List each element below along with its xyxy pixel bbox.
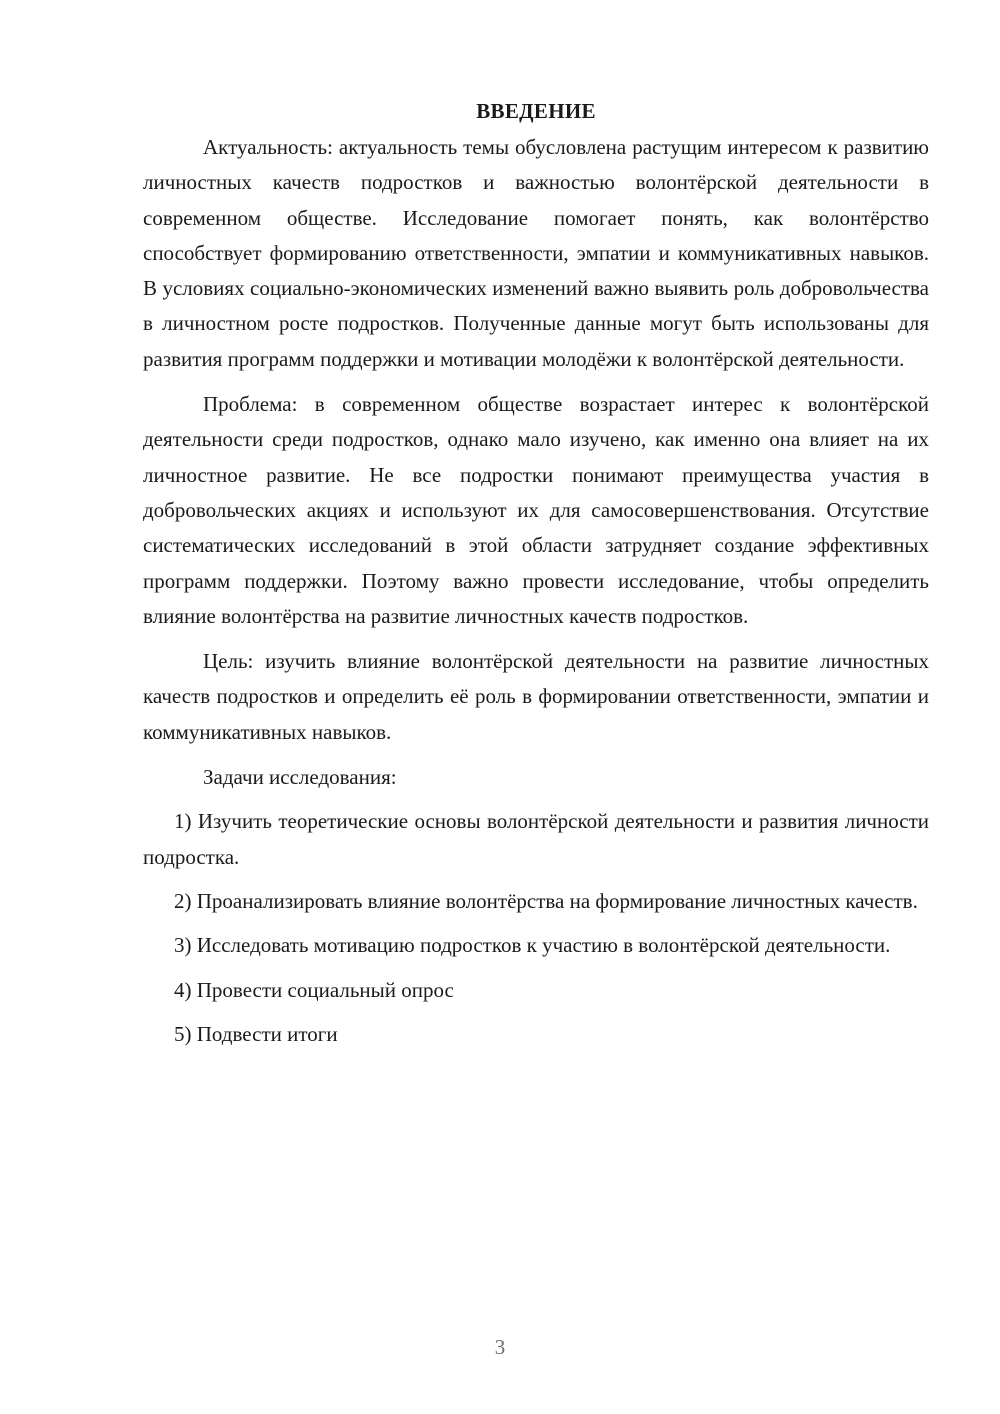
list-item: 5) Подвести итоги <box>174 1021 338 1046</box>
list-item: 1) Изучить теоретические основы волонтёрской деятельности и развития личности подростка. <box>143 809 929 869</box>
goal-paragraph: Цель: изучить влияние волонтёрской деятельности на развитие личностных качеств подростков и определить её роль в формировании ответственности, эмпатии и коммуникативных навыков. <box>143 649 929 744</box>
problem-paragraph: Проблема: в современном обществе возрастает интерес к волонтёрской деятельности среди подростков, однако мало изучено, как именно она влияет на их личностное развитие. Не все подростки понимают преимущества участия в добровольческих акциях и используют их для самосовершенствования. Отсутствие систематических исследований в этой области затрудняет создание эффективных программ поддержки. Поэтому важно провести исследование, чтобы определить влияние волонтёрства на развитие личностных качеств подростков. <box>143 392 929 628</box>
list-item: 2) Проанализировать влияние волонтёрства на формирование личностных качеств. <box>174 888 918 913</box>
page-number: 3 <box>494 1335 506 1359</box>
list-item: 3) Исследовать мотивацию подростков к участию в волонтёрской деятельности. <box>174 933 891 958</box>
page-title: ВВЕДЕНИЕ <box>476 99 596 123</box>
tasks-heading: Задачи исследования: <box>203 765 397 790</box>
document-page <box>143 96 929 1052</box>
list-item: 4) Провести социальный опрос <box>174 977 454 1002</box>
tasks-list <box>143 804 929 1052</box>
relevance-paragraph: Актуальность: актуальность темы обусловлена растущим интересом к развитию личностных качеств подростков и важностью волонтёрской деятельности в современном обществе. Исследование помогает понять, как волонтёрство способствует формированию ответственности, эмпатии и коммуникативных навыков. В условиях социально-экономических изменений важно выявить роль добровольчества в личностном росте подростков. Полученные данные могут быть использованы для развития программ поддержки и мотивации молодёжи к волонтёрской деятельности. <box>143 135 929 371</box>
